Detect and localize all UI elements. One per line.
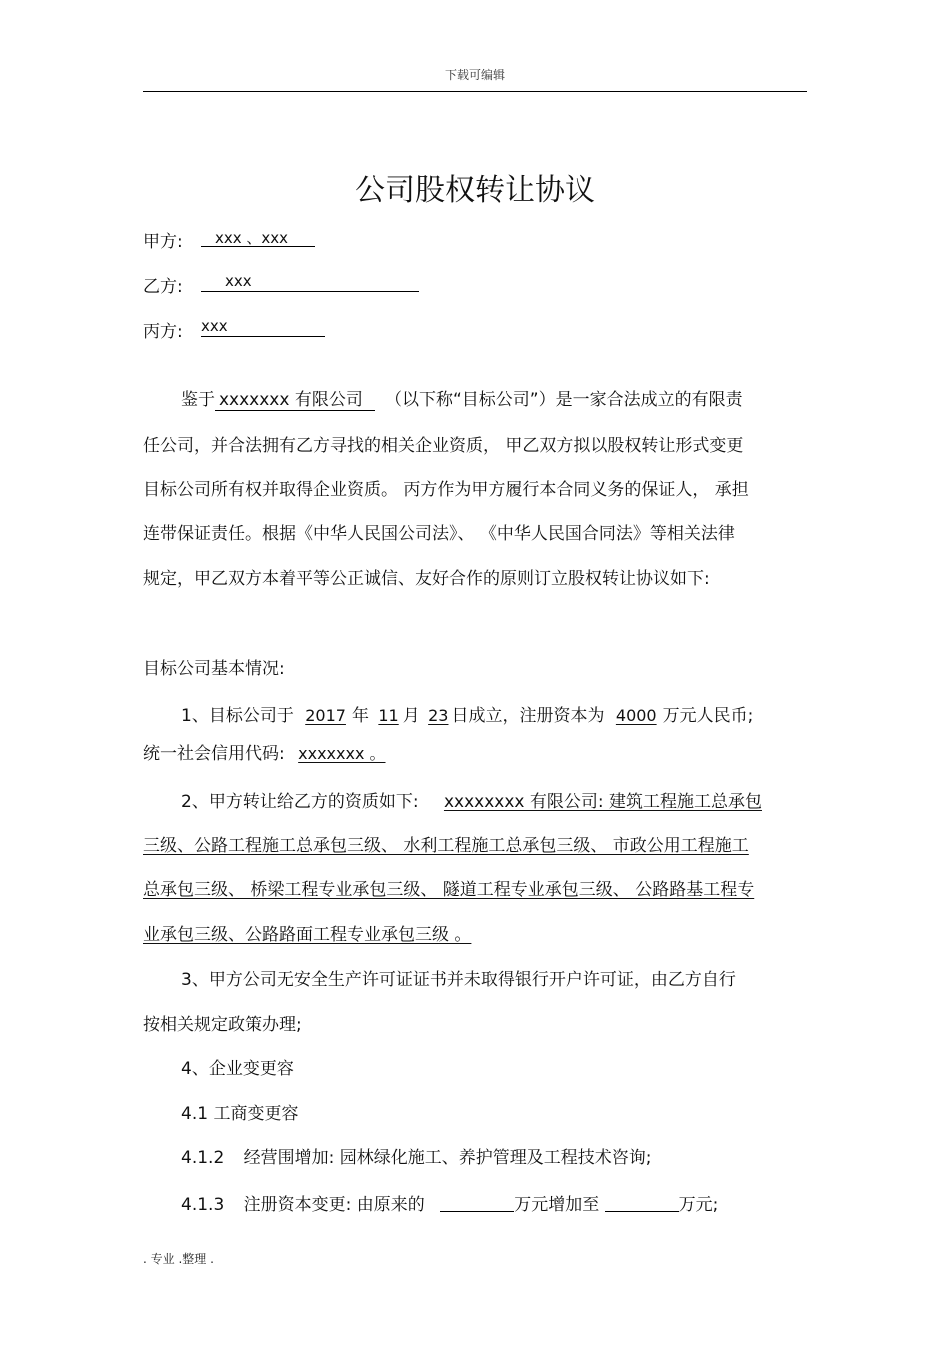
item2-line-1 (181, 787, 762, 812)
section-4-1: 4.1 工商变更容 (181, 1104, 299, 1124)
item2-text: 2、甲方转让给乙方的资质如下: (181, 792, 419, 812)
item1-line-2 (143, 739, 394, 764)
party-a-label: 甲方: (143, 232, 183, 252)
page-header: 下载可编辑 (444, 68, 505, 82)
qualification-text: xxxxxxxx 有限公司: 建筑工程施工总承包 (443, 792, 762, 812)
established-month: 11 (378, 706, 399, 725)
preamble-text: 鉴于 (181, 390, 215, 410)
party-a-value: xxx 、xxx (215, 229, 289, 247)
preamble-line-4: 连带保证责任。根据《中华人民国公司法》、 《中华人民国合同法》等相关法律 (143, 524, 735, 544)
target-company-name (215, 385, 375, 411)
party-a-row (143, 227, 289, 252)
item1-text: 月 (402, 706, 420, 726)
qualification-line-4: 业承包三级、公路路面工程专业承包三级 。 (143, 925, 472, 945)
target-company-text: xxxxxxx 有限公司 (219, 390, 363, 410)
qualification-line-3: 总承包三级、 桥梁工程专业承包三级、 隧道工程专业承包三级、 公路路基工程专 (143, 880, 755, 900)
credit-code-value: xxxxxxx 。 (298, 744, 386, 763)
item1-text: 年 (351, 706, 369, 726)
party-b-label: 乙方: (143, 277, 183, 297)
party-c-label: 丙方: (143, 322, 183, 342)
preamble-text: （以下称“目标公司”）是一家合法成立的有限责 (385, 390, 743, 410)
established-day: 23 (428, 706, 449, 725)
section-4-1-3 (181, 1190, 718, 1215)
header-rule (143, 91, 807, 92)
clause-number: 4.1.3 (181, 1195, 225, 1215)
page-footer: . 专业 .整理 . (143, 1252, 214, 1266)
item1-text: 1、目标公司于 (181, 706, 294, 726)
preamble-line-2: 任公司，并合法拥有乙方寻找的相关企业资质， 甲乙双方拟以股权转让形式变更 (143, 436, 744, 456)
party-c-row (143, 317, 228, 342)
party-b-value: xxx (225, 272, 252, 290)
original-capital-blank (440, 1196, 514, 1212)
item1-text: 日成立，注册资本为 (451, 706, 605, 726)
section-4-1-2 (181, 1143, 652, 1168)
credit-code-label: 统一社会信用代码: (143, 744, 285, 764)
item3-line-2: 按相关规定政策办理; (143, 1015, 302, 1035)
party-c-value: xxx (201, 317, 228, 335)
clause-text: 万元; (678, 1195, 719, 1215)
item1-text: 万元人民币; (662, 706, 754, 726)
document-title: 公司股权转让协议 (355, 173, 595, 208)
established-year: 2017 (305, 706, 346, 725)
new-capital-blank (605, 1196, 679, 1212)
preamble-line-3: 目标公司所有权并取得企业资质。 丙方作为甲方履行本合同义务的保证人， 承担 (143, 480, 749, 500)
preamble-line-5: 规定，甲乙双方本着平等公正诚信、友好合作的原则订立股权转让协议如下: (143, 569, 710, 589)
item4-heading: 4、企业变更容 (181, 1059, 294, 1079)
clause-text: 经营围增加: 园林绿化施工、养护管理及工程技术咨询; (243, 1148, 652, 1168)
item1-line-1 (181, 701, 753, 726)
qualification-line-2: 三级、公路工程施工总承包三级、 水利工程施工总承包三级、 市政公用工程施工 (143, 836, 749, 856)
clause-text: 万元增加至 (514, 1195, 600, 1215)
clause-text: 注册资本变更: 由原来的 (243, 1195, 425, 1215)
party-b-row (143, 272, 252, 297)
preamble-line-1 (181, 385, 743, 411)
clause-number: 4.1.2 (181, 1148, 225, 1168)
item3-line-1: 3、甲方公司无安全生产许可证证书并未取得银行开户许可证，由乙方自行 (181, 970, 736, 990)
section-title: 目标公司基本情况: (143, 659, 285, 679)
registered-capital: 4000 (615, 706, 657, 725)
